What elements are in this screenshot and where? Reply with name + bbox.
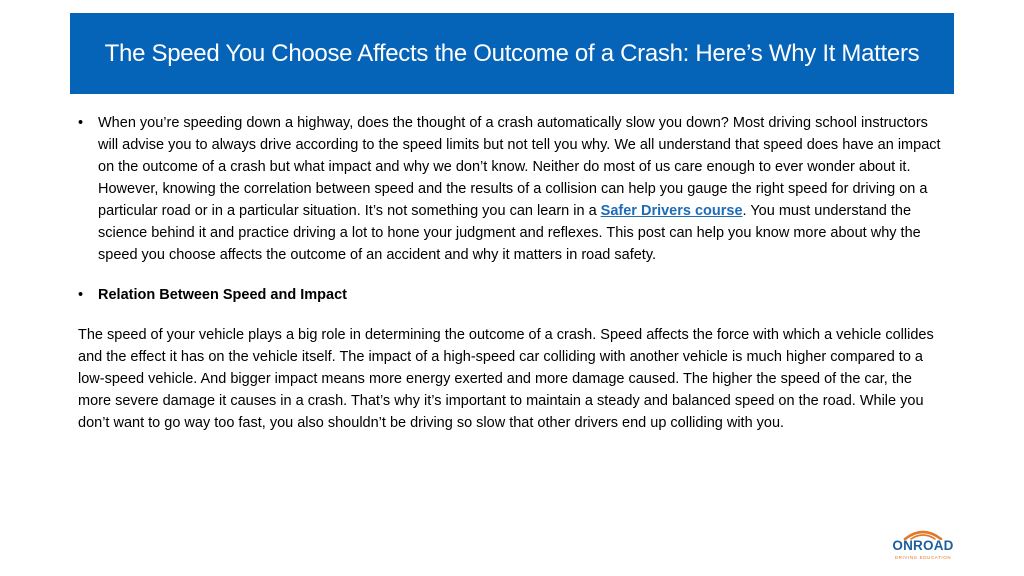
title-bar (70, 13, 954, 94)
onroad-logo (886, 528, 960, 564)
body-paragraph: The speed of your vehicle plays a big role in determining the outcome of a crash. Speed affects the force with which a vehicle collides and the effect it has on the vehicle itself. The impact of a high-speed car colliding with another vehicle is much higher compared to a low-speed vehicle. And bigger impact means more energy exerted and more damage caused. The higher the speed of the car, the more severe damage it causes in a crash. That’s why it’s important to maintain a steady and balanced speed on the road. While you don’t want to go way too fast, you also shouldn’t be driving so slow that other drivers end up colliding with you. (78, 327, 934, 431)
logo-wordmark: ONROAD (892, 538, 954, 553)
intro-text-after-link: . You must understand the science behind it and practice driving a lot to hone your judgment and reflexes. This post can help you know more about why the speed you choose affects the outcome of an accident and why it matters in road safety. (98, 203, 921, 263)
bullet-heading (78, 284, 946, 306)
intro-text-before-link: When you’re speeding down a highway, does the thought of a crash automatically slow you down? Most driving school instructors will advise you to always drive according to the speed limits but not tell you why. We all understand that speed does have an impact on the outcome of a crash but what impact and why we don’t know. Neither do most of us care enough to ever wonder about it. However, knowing the correlation between speed and the results of a collision can help you gauge the right speed for driving on a particular road or in a particular situation. It’s not something you can learn in a (98, 115, 941, 219)
bullet-marker: • (78, 287, 84, 303)
bullet-marker: • (78, 115, 84, 131)
bullet-intro (78, 112, 946, 266)
section-heading: Relation Between Speed and Impact (98, 287, 347, 303)
slide-title: The Speed You Choose Affects the Outcome of a Crash: Here’s Why It Matters (104, 40, 920, 67)
safer-drivers-course-link[interactable]: Safer Drivers course (600, 203, 743, 219)
logo-tagline: DRIVING EDUCATION (894, 555, 952, 560)
slide-content (78, 112, 946, 434)
